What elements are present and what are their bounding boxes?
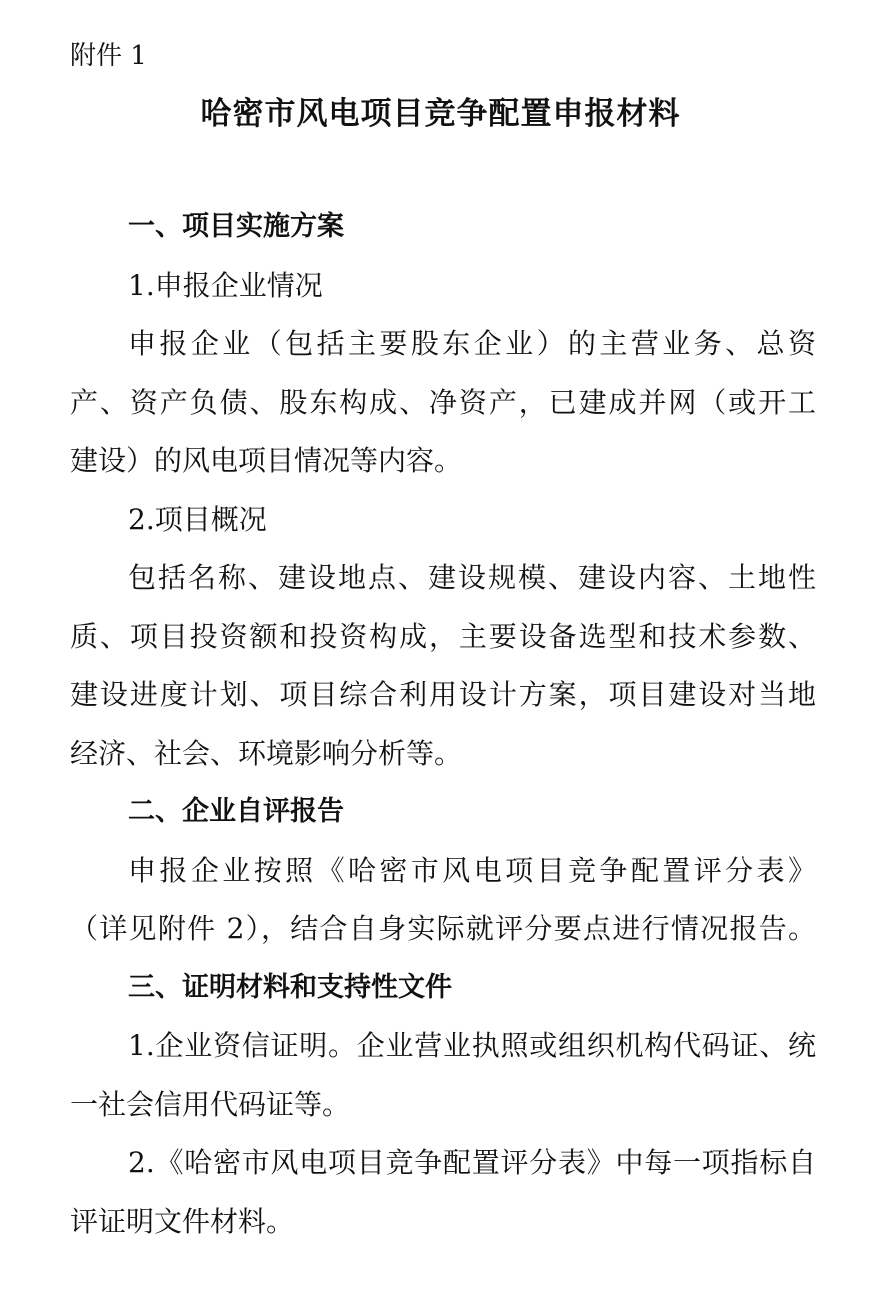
- section-heading-2: 二、企业自评报告: [128, 796, 344, 827]
- section-heading-3: 三、证明材料和支持性文件: [128, 971, 452, 1003]
- paragraph-line: 一社会信用代码证等。: [70, 1087, 351, 1121]
- subsection-heading-1-2: 2.项目概况: [128, 502, 267, 536]
- paragraph-line: 1.企业资信证明。企业营业执照或组织机构代码证、统: [128, 1029, 816, 1062]
- paragraph-line: 申报企业（包括主要股东企业）的主营业务、总资: [128, 327, 816, 360]
- paragraph-line: （详见附件 2），结合自身实际就评分要点进行情况报告。: [70, 912, 816, 945]
- paragraph-line: 质、项目投资额和投资构成，主要设备选型和技术参数、: [70, 619, 816, 653]
- paragraph-line: 建设）的风电项目情况等内容。: [70, 444, 463, 477]
- paragraph-line: 评证明文件材料。: [70, 1204, 295, 1238]
- section-heading-1: 一、项目实施方案: [128, 211, 344, 242]
- paragraph-line: 2.《哈密市风电项目竞争配置评分表》中每一项指标自: [128, 1146, 816, 1179]
- annex-label: 附件 1: [70, 41, 147, 71]
- paragraph-line: 包括名称、建设地点、建设规模、建设内容、土地性: [128, 561, 816, 594]
- paragraph-line: 申报企业按照《哈密市风电项目竞争配置评分表》: [128, 853, 816, 887]
- subsection-heading-1-1: 1.申报企业情况: [128, 268, 323, 302]
- paragraph-line: 产、资产负债、股东构成、净资产，已建成并网（或开工: [70, 385, 816, 419]
- document-body: [70, 198, 816, 1251]
- document-title: 哈密市风电项目竞争配置申报材料: [200, 96, 681, 132]
- paragraph-line: 建设进度计划、项目综合利用设计方案，项目建设对当地: [70, 678, 816, 711]
- paragraph-line: 经济、社会、环境影响分析等。: [70, 736, 463, 770]
